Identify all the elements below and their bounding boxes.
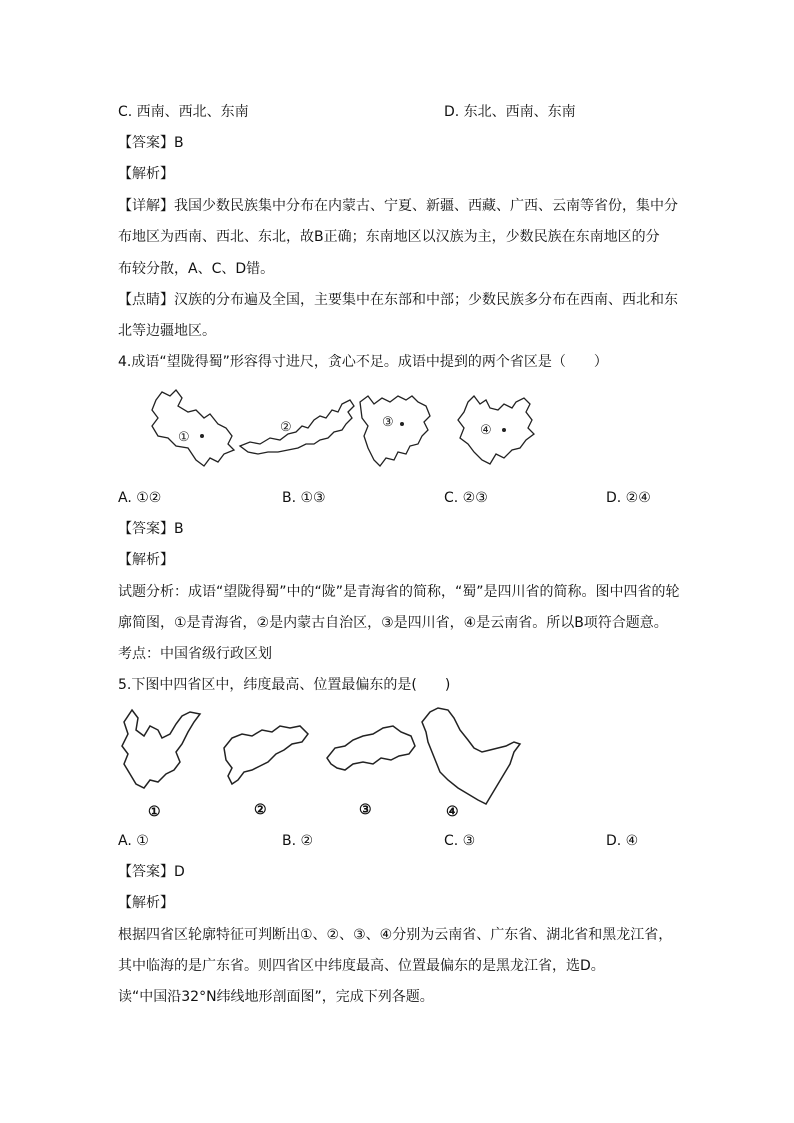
option-a: A. ①② — [118, 490, 162, 506]
option-d: D. 东北、西南、东南 — [444, 104, 576, 120]
map-label: ② — [254, 802, 267, 818]
option-b: B. ①③ — [282, 490, 326, 506]
tip-line: 北等边疆地区。 — [118, 323, 216, 339]
map-label: ④ — [446, 804, 459, 820]
option-c: C. ③ — [444, 833, 476, 849]
map-heilongjiang — [418, 704, 528, 822]
next-question-intro: 读“中国沿32°N纬线地形剖面图”，完成下列各题。 — [118, 989, 434, 1005]
analysis-heading: 【解析】 — [118, 895, 174, 911]
map-label: ③ — [382, 415, 394, 430]
answer: 【答案】D — [118, 864, 185, 880]
q5-province-maps — [118, 704, 538, 822]
map-label: ① — [148, 804, 161, 820]
map-yunnan — [118, 704, 208, 822]
answer: 【答案】B — [118, 521, 184, 537]
tip-line: 【点睛】汉族的分布遍及全国，主要集中在东部和中部；少数民族多分布在西南、西北和东 — [118, 292, 678, 308]
analysis-line: 试题分析：成语“望陇得蜀”中的“陇”是青海省的简称，“蜀”是四川省的简称。图中四省的轮 — [118, 584, 680, 600]
map-sichuan — [356, 392, 436, 474]
map-hubei — [323, 714, 423, 822]
option-a: A. ① — [118, 833, 149, 849]
option-d: D. ④ — [606, 833, 639, 849]
question-4-stem: 4.成语“望陇得蜀”形容得寸进尺，贪心不足。成语中提到的两个省区是（ ） — [118, 354, 608, 370]
detail-line: 布地区为西南、西北、东北，故B正确；东南地区以汉族为主，少数民族在东南地区的分 — [118, 229, 660, 245]
analysis-line: 根据四省区轮廓特征可判断出①、②、③、④分别为云南省、广东省、湖北省和黑龙江省， — [118, 927, 673, 943]
option-d: D. ②④ — [606, 490, 651, 506]
knowledge-point: 考点：中国省级行政区划 — [118, 646, 272, 662]
analysis-heading: 【解析】 — [118, 552, 174, 568]
option-c: C. ②③ — [444, 490, 488, 506]
map-label: ① — [178, 430, 190, 445]
q4-province-maps — [118, 388, 678, 478]
map-inner-mongolia — [238, 398, 368, 458]
map-qinghai — [148, 388, 248, 470]
option-b: B. ② — [282, 833, 314, 849]
answer: 【答案】B — [118, 135, 184, 151]
map-label: ③ — [359, 802, 372, 818]
analysis-line: 廓简图，①是青海省，②是内蒙古自治区，③是四川省，④是云南省。所以B项符合题意。 — [118, 615, 668, 631]
analysis-heading: 【解析】 — [118, 166, 174, 182]
analysis-line: 其中临海的是广东省。则四省区中纬度最高、位置最偏东的是黑龙江省，选D。 — [118, 958, 605, 974]
map-label: ④ — [480, 423, 492, 438]
detail-line: 布较分散，A、C、D错。 — [118, 261, 275, 277]
map-label: ② — [280, 420, 292, 435]
option-c: C. 西南、西北、东南 — [118, 104, 249, 120]
map-guangdong — [218, 714, 314, 822]
map-yunnan — [454, 394, 544, 474]
question-5-stem: 5.下图中四省区中，纬度最高、位置最偏东的是( ) — [118, 677, 451, 693]
detail-line: 【详解】我国少数民族集中分布在内蒙古、宁夏、新疆、西藏、广西、云南等省份，集中分 — [118, 198, 678, 214]
